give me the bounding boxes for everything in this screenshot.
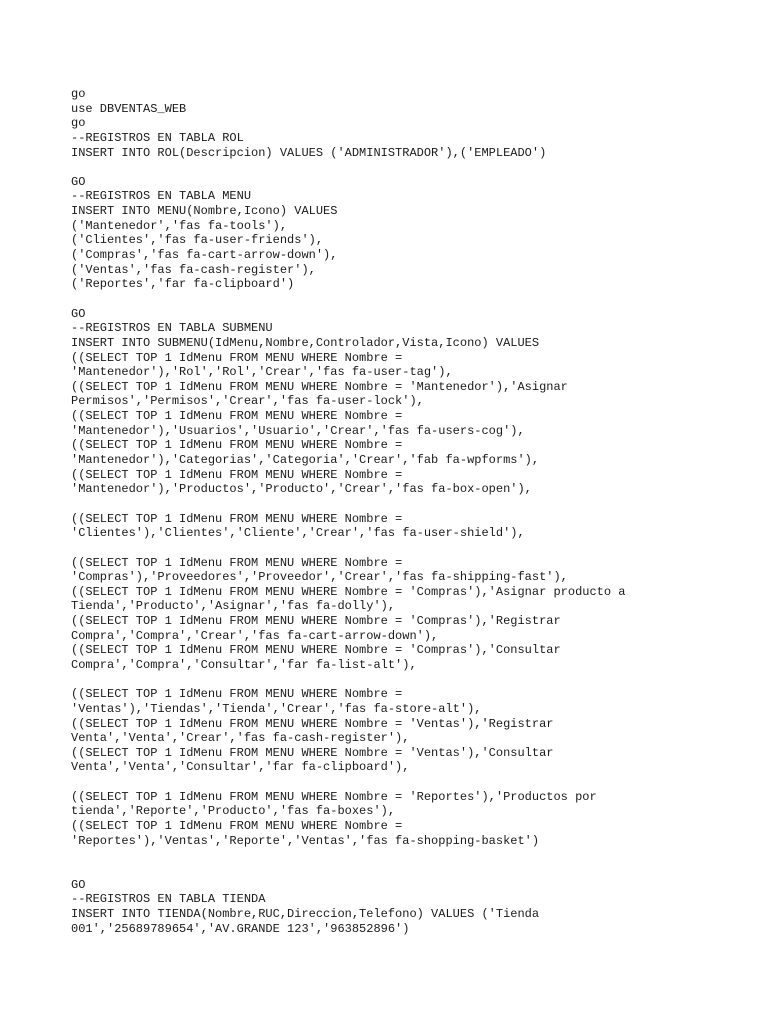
code-line: tienda','Reporte','Producto','fas fa-boxes'), bbox=[71, 804, 396, 819]
code-line: 'Compras'),'Proveedores','Proveedor','Crear','fas fa-shipping-fast'), bbox=[71, 570, 568, 585]
code-line bbox=[71, 160, 751, 175]
code-line: 'Ventas'),'Tiendas','Tienda','Crear','fas fa-store-alt'), bbox=[71, 701, 482, 716]
code-line: 'Mantenedor'),'Categorias','Categoria','Crear','fab fa-wpforms'), bbox=[71, 453, 540, 468]
code-line bbox=[71, 673, 751, 688]
code-line: ((SELECT TOP 1 IdMenu FROM MENU WHERE Nombre = bbox=[71, 819, 403, 834]
code-line: --REGISTROS EN TABLA ROL bbox=[71, 130, 244, 145]
code-line: Compra','Compra','Consultar','far fa-list-alt'), bbox=[71, 657, 417, 672]
code-line: ((SELECT TOP 1 IdMenu FROM MENU WHERE Nombre = bbox=[71, 438, 403, 453]
code-line: --REGISTROS EN TABLA TIENDA bbox=[71, 892, 266, 907]
code-line: go bbox=[71, 87, 86, 101]
code-line: INSERT INTO MENU(Nombre,Icono) VALUES bbox=[71, 204, 338, 219]
code-line bbox=[71, 848, 751, 863]
code-line: Venta','Venta','Consultar','far fa-clipboard'), bbox=[71, 760, 410, 775]
code-line: ('Compras','fas fa-cart-arrow-down'), bbox=[71, 248, 338, 263]
code-line: ((SELECT TOP 1 IdMenu FROM MENU WHERE Nombre = 'Compras'),'Asignar producto a bbox=[71, 584, 626, 599]
code-line: ((SELECT TOP 1 IdMenu FROM MENU WHERE Nombre = 'Reportes'),'Productos por bbox=[71, 789, 597, 804]
code-line: INSERT INTO TIENDA(Nombre,RUC,Direccion,Telefono) VALUES ('Tienda bbox=[71, 906, 540, 921]
code-line: Tienda','Producto','Asignar','fas fa-dolly'), bbox=[71, 599, 396, 614]
code-line: --REGISTROS EN TABLA MENU bbox=[71, 189, 252, 204]
code-line: ((SELECT TOP 1 IdMenu FROM MENU WHERE Nombre = 'Ventas'),'Registrar bbox=[71, 716, 554, 731]
code-line: 'Mantenedor'),'Productos','Producto','Crear','fas fa-box-open'), bbox=[71, 482, 532, 497]
code-line: GO bbox=[71, 174, 86, 189]
code-line: 'Mantenedor'),'Usuarios','Usuario','Crear','fas fa-users-cog'), bbox=[71, 423, 525, 438]
code-line: ('Ventas','fas fa-cash-register'), bbox=[71, 262, 316, 277]
code-line: ((SELECT TOP 1 IdMenu FROM MENU WHERE Nombre = 'Mantenedor'),'Asignar bbox=[71, 379, 568, 394]
code-line: ((SELECT TOP 1 IdMenu FROM MENU WHERE Nombre = bbox=[71, 555, 403, 570]
code-line: ((SELECT TOP 1 IdMenu FROM MENU WHERE Nombre = bbox=[71, 409, 403, 424]
code-line: GO bbox=[71, 877, 86, 892]
code-line: ((SELECT TOP 1 IdMenu FROM MENU WHERE Nombre = bbox=[71, 687, 403, 702]
code-line: 'Clientes'),'Clientes','Cliente','Crear','fas fa-user-shield'), bbox=[71, 526, 525, 541]
code-line bbox=[71, 292, 751, 307]
code-line: Permisos','Permisos','Crear','fas fa-user-lock'), bbox=[71, 394, 424, 409]
code-line: go bbox=[71, 116, 86, 131]
code-line: 'Reportes'),'Ventas','Reporte','Ventas','fas fa-shopping-basket') bbox=[71, 833, 540, 848]
code-line bbox=[71, 775, 751, 790]
code-line bbox=[71, 863, 751, 878]
code-line: ((SELECT TOP 1 IdMenu FROM MENU WHERE Nombre = 'Ventas'),'Consultar bbox=[71, 745, 554, 760]
code-line: Venta','Venta','Crear','fas fa-cash-register'), bbox=[71, 731, 410, 746]
code-line: ((SELECT TOP 1 IdMenu FROM MENU WHERE Nombre = bbox=[71, 350, 403, 365]
code-line: Compra','Compra','Crear','fas fa-cart-arrow-down'), bbox=[71, 628, 439, 643]
code-line bbox=[71, 497, 751, 512]
code-line: INSERT INTO ROL(Descripcion) VALUES ('ADMINISTRADOR'),('EMPLEADO') bbox=[71, 145, 547, 160]
code-line: ((SELECT TOP 1 IdMenu FROM MENU WHERE Nombre = bbox=[71, 467, 403, 482]
code-line: INSERT INTO SUBMENU(IdMenu,Nombre,Controlador,Vista,Icono) VALUES bbox=[71, 335, 540, 350]
code-line: ((SELECT TOP 1 IdMenu FROM MENU WHERE Nombre = 'Compras'),'Registrar bbox=[71, 614, 561, 629]
code-line: use DBVENTAS_WEB bbox=[71, 101, 187, 116]
code-line bbox=[71, 541, 751, 556]
code-line: ('Reportes','far fa-clipboard') bbox=[71, 277, 295, 292]
code-line: ('Mantenedor','fas fa-tools'), bbox=[71, 218, 288, 233]
code-line: ((SELECT TOP 1 IdMenu FROM MENU WHERE Nombre = 'Compras'),'Consultar bbox=[71, 643, 561, 658]
code-line: --REGISTROS EN TABLA SUBMENU bbox=[71, 321, 273, 336]
code-line: ((SELECT TOP 1 IdMenu FROM MENU WHERE Nombre = bbox=[71, 511, 403, 526]
code-line: 001','25689789654','AV.GRANDE 123','963852896') bbox=[71, 921, 410, 936]
code-line: ('Clientes','fas fa-user-friends'), bbox=[71, 233, 324, 248]
code-line: GO bbox=[71, 306, 86, 321]
code-line: 'Mantenedor'),'Rol','Rol','Crear','fas fa-user-tag'), bbox=[71, 365, 453, 380]
document-page bbox=[71, 87, 751, 936]
